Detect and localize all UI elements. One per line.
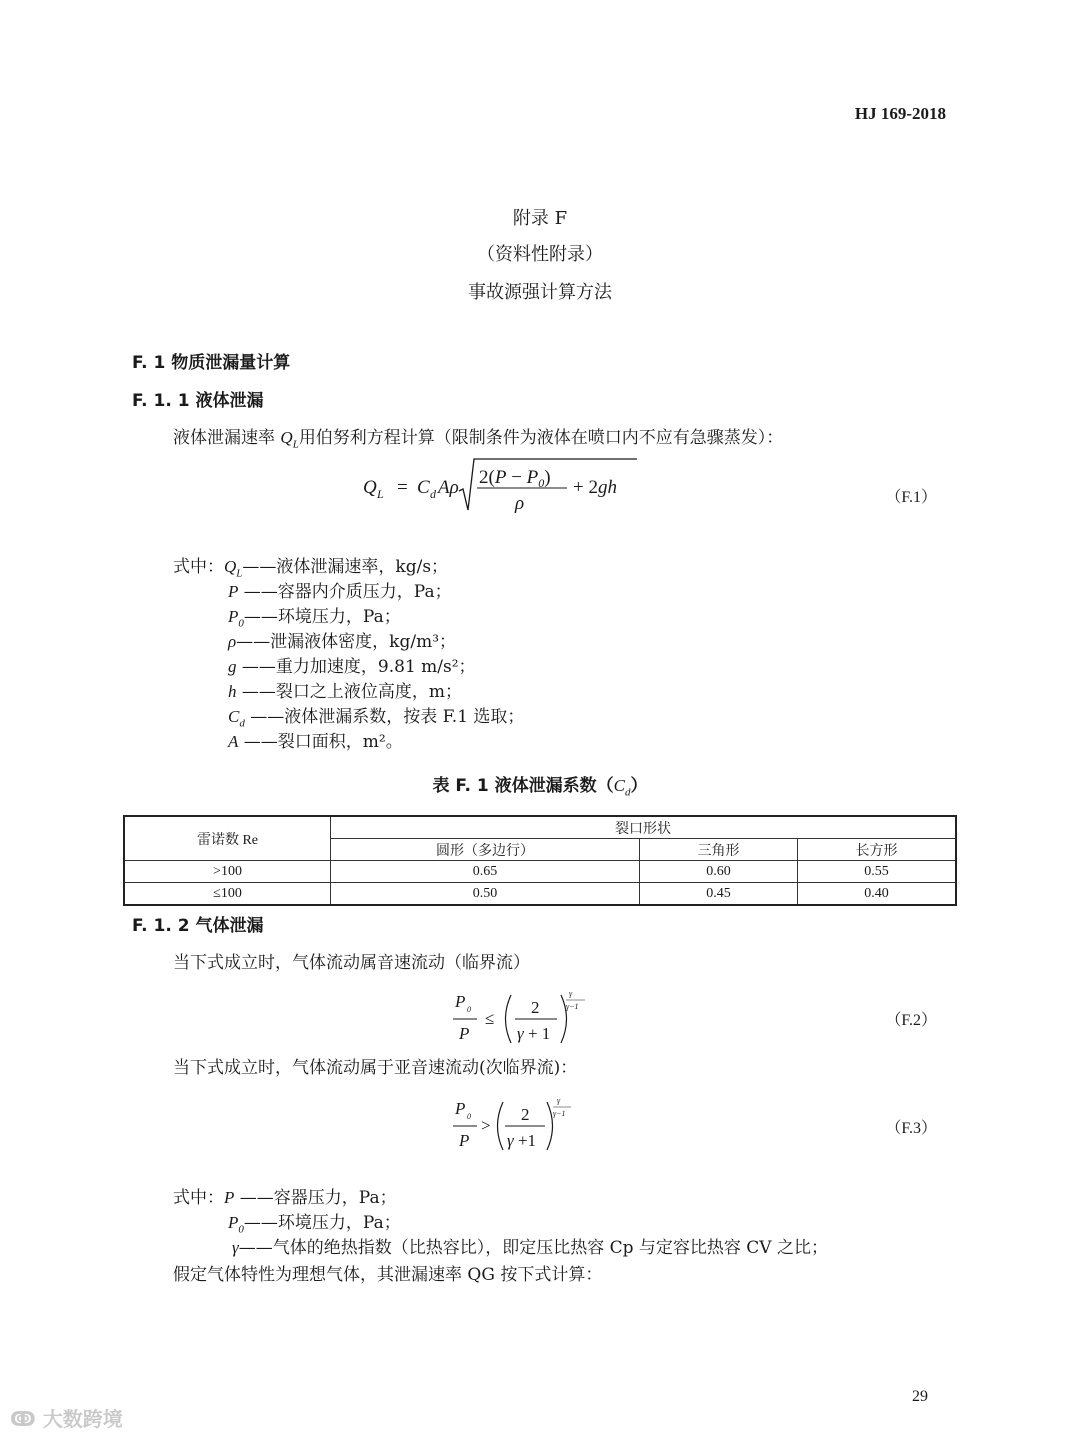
- gas-legend-row-p: [173, 1183, 397, 1208]
- table-header-row: [124, 816, 956, 839]
- svg-text:L: L: [377, 487, 384, 501]
- value-cell: 0.55: [798, 861, 957, 883]
- equation-f3: [445, 1092, 605, 1156]
- legend-row-cd: [228, 702, 524, 729]
- legend-desc: ——液体泄漏系数，按表 F.1 选取；: [244, 707, 525, 727]
- svg-text:P: P: [455, 992, 466, 1011]
- legend-symbol: A: [228, 732, 239, 751]
- equation-f1-number: （F.1）: [885, 489, 937, 506]
- legend-desc: ——泄漏液体密度，kg/m³；: [236, 632, 457, 652]
- re-header: 雷诺数 Re: [124, 816, 331, 861]
- crack-header: 裂口形状: [331, 816, 957, 839]
- section-f11-heading: F. 1. 1 液体泄漏: [132, 391, 264, 411]
- gas-closing: 假定气体特性为理想气体，其泄漏速率 QG 按下式计算：: [173, 1265, 603, 1285]
- value-cell: 0.45: [640, 883, 798, 906]
- gas-legend-row-gamma: [232, 1233, 828, 1258]
- legend-symbol: g: [228, 657, 237, 676]
- equation-f1: [355, 455, 655, 517]
- legend-desc: ——容器压力，Pa；: [234, 1188, 397, 1208]
- section-f12-heading: F. 1. 2 气体泄漏: [132, 916, 264, 936]
- equation-f2-number: （F.2）: [885, 1012, 937, 1029]
- watermark-text: 大数跨境: [42, 1407, 123, 1431]
- column-header: 圆形（多边行）: [331, 839, 640, 861]
- svg-text:γ: γ: [569, 989, 573, 998]
- legend-desc: ——液体泄漏速率，kg/s；: [242, 557, 449, 577]
- appendix-title: 附录 F: [512, 208, 568, 229]
- svg-text:Q: Q: [363, 477, 377, 498]
- legend-row-p0: [228, 602, 401, 629]
- svg-text:γ +1: γ +1: [507, 1131, 537, 1150]
- legend-symbol: Q: [224, 557, 237, 576]
- table-row: [124, 883, 956, 906]
- column-header: 三角形: [640, 839, 798, 861]
- legend-symbol: C: [228, 707, 240, 726]
- svg-text:γ−1: γ−1: [566, 1002, 579, 1011]
- legend-row-a: [228, 727, 403, 752]
- legend-symbol: P: [228, 607, 239, 626]
- legend-symbol: γ: [232, 1238, 239, 1257]
- legend-subscript: d: [239, 717, 245, 730]
- re-cell: >100: [124, 861, 331, 883]
- watermark-logo-icon: ↂ: [10, 1407, 43, 1431]
- svg-text:≤: ≤: [485, 1009, 495, 1028]
- svg-text:ρ: ρ: [515, 493, 525, 514]
- legend-row-ql: [173, 552, 448, 579]
- liquid-intro-a: 液体泄漏速率: [173, 428, 281, 448]
- svg-text:P: P: [455, 1099, 466, 1118]
- legend-prefix: 式中：: [173, 557, 224, 577]
- legend-desc: ——环境压力，Pa；: [243, 607, 401, 627]
- svg-text:γ + 1: γ + 1: [517, 1024, 551, 1043]
- liquid-intro: [173, 423, 783, 450]
- legend-desc: ——容器内介质压力，Pa；: [238, 582, 452, 602]
- svg-text:P: P: [459, 1024, 470, 1043]
- legend-subscript: 0: [238, 1223, 244, 1236]
- legend-prefix: 式中：: [173, 1188, 224, 1208]
- value-cell: 0.65: [331, 861, 640, 883]
- svg-text:>: >: [481, 1116, 491, 1135]
- legend-row-rho: [228, 627, 456, 652]
- table-caption-end: ）: [630, 776, 648, 796]
- table-row: [124, 861, 956, 883]
- svg-text:0: 0: [467, 1005, 471, 1014]
- svg-text:d: d: [430, 487, 436, 501]
- legend-desc: ——环境压力，Pa；: [243, 1213, 401, 1233]
- legend-subscript: L: [236, 567, 243, 580]
- legend-desc: ——裂口之上液位高度，m；: [236, 682, 463, 702]
- legend-subscript: 0: [238, 617, 244, 630]
- legend-row-g: [228, 652, 476, 677]
- legend-desc: ——重力加速度，9.81 m/s²；: [236, 657, 476, 677]
- svg-text:C: C: [417, 477, 430, 498]
- equation-f2: [445, 985, 605, 1049]
- svg-text:P: P: [459, 1131, 470, 1150]
- svg-text:0: 0: [467, 1112, 471, 1121]
- table-caption-symbol: C: [613, 776, 625, 795]
- leak-coefficient-table: [123, 815, 957, 906]
- value-cell: 0.40: [798, 883, 957, 906]
- appendix-type: （资料性附录）: [477, 244, 603, 265]
- legend-row-p: [228, 577, 452, 602]
- appendix-name: 事故源强计算方法: [468, 282, 612, 303]
- gas-condition-1: 当下式成立时，气体流动属音速流动（临界流）: [173, 953, 530, 973]
- liquid-intro-b: 用伯努利方程计算（限制条件为液体在喷口内不应有急骤蒸发）：: [298, 428, 784, 448]
- legend-row-h: [228, 677, 462, 702]
- legend-symbol: h: [228, 682, 237, 701]
- table-caption-text: 表 F. 1 液体泄漏系数（: [432, 776, 614, 796]
- legend-symbol: ρ: [228, 632, 237, 651]
- svg-text:2: 2: [521, 1105, 530, 1124]
- svg-text:γ−1: γ−1: [553, 1109, 566, 1118]
- svg-text:+ 2gh: + 2gh: [573, 477, 617, 498]
- legend-symbol: P: [228, 582, 239, 601]
- re-cell: ≤100: [124, 883, 331, 906]
- table-caption: [0, 771, 1080, 798]
- svg-text:Aρ: Aρ: [438, 477, 459, 498]
- table-caption-subscript: d: [625, 786, 631, 799]
- svg-text:=: =: [397, 477, 408, 498]
- section-f1-heading: F. 1 物质泄漏量计算: [132, 353, 291, 373]
- column-header: 长方形: [798, 839, 957, 861]
- legend-symbol: P: [224, 1188, 235, 1207]
- svg-text:2(P − P0): $2(P - P_0)$: [479, 467, 551, 490]
- legend-desc: ——气体的绝热指数（比热容比），即定压比热容 Cp 与定容比热容 CV 之比；: [238, 1238, 828, 1258]
- svg-text:γ: γ: [557, 1096, 561, 1105]
- standard-number: HJ 169-2018: [854, 104, 946, 123]
- gas-legend-row-p0: [228, 1208, 401, 1235]
- equation-f3-number: （F.3）: [885, 1120, 937, 1137]
- page-number: 29: [912, 1388, 928, 1405]
- watermark: [10, 1403, 123, 1432]
- svg-text:2: 2: [531, 998, 540, 1017]
- value-cell: 0.60: [640, 861, 798, 883]
- ql-symbol: $Q_L$: [280, 428, 299, 451]
- legend-desc: ——裂口面积，m²。: [238, 732, 403, 752]
- gas-condition-2: 当下式成立时，气体流动属于亚音速流动(次临界流)：: [173, 1058, 578, 1078]
- legend-symbol: P: [228, 1213, 239, 1232]
- value-cell: 0.50: [331, 883, 640, 906]
